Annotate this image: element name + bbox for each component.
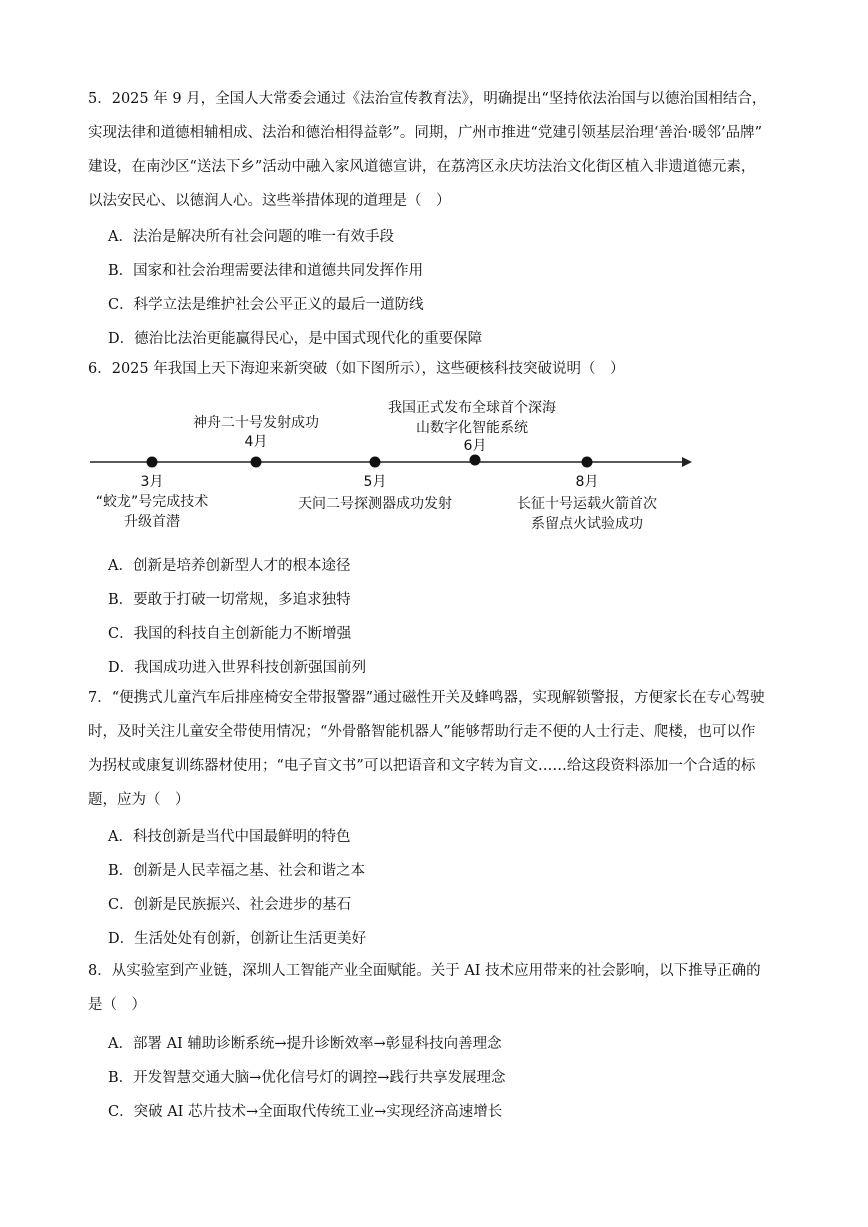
- question-8-line: 是（ ）: [88, 997, 146, 1013]
- timeline-month-may: 5月: [363, 474, 387, 490]
- question-8-option-a[interactable]: A．部署 AI 辅助诊断系统→提升诊断效率→彰显科技向善理念: [108, 1036, 502, 1052]
- question-7-option-a[interactable]: A．科技创新是当代中国最鲜明的特色: [108, 829, 351, 845]
- timeline-label-jun: 我国正式发布全球首个深海 山数字化智能系统: [388, 400, 556, 436]
- question-5-option-c[interactable]: C．科学立法是维护社会公平正义的最后一道防线: [108, 297, 424, 313]
- timeline-label-mar: “蛟龙”号完成技术 升级首潜: [95, 494, 209, 530]
- timeline-figure: [80, 390, 700, 540]
- question-5-option-b[interactable]: B．国家和社会治理需要法律和道德共同发挥作用: [108, 263, 424, 279]
- question-5-stem: [88, 82, 788, 218]
- timeline-dot-aug: [582, 457, 593, 468]
- question-5-option-a[interactable]: A．法治是解决所有社会问题的唯一有效手段: [108, 229, 394, 245]
- question-6-line: 6．2025 年我国上天下海迎来新突破（如下图所示），这些硬核科技突破说明（ ）: [88, 361, 625, 377]
- timeline-label-may: 天问二号探测器成功发射: [298, 496, 452, 512]
- question-6-option-c[interactable]: C．我国的科技自主创新能力不断增强: [108, 626, 352, 642]
- question-7-option-d[interactable]: D．生活处处有创新，创新让生活更美好: [108, 931, 367, 947]
- question-7-option-b[interactable]: B．创新是人民幸福之基、社会和谐之本: [108, 863, 366, 879]
- timeline-dot-mar: [147, 457, 158, 468]
- timeline-month-mar: 3月: [140, 474, 164, 490]
- question-7-line: 7．“便携式儿童汽车后排座椅安全带报警器”通过磁性开关及蜂鸣器，实现解锁警报，方便家长在专心驾驶: [88, 690, 765, 706]
- timeline-month-apr: 4月: [244, 434, 268, 450]
- question-7-line: 题，应为（ ）: [88, 792, 190, 808]
- timeline-label-apr: 神舟二十号发射成功: [193, 415, 319, 431]
- timeline-dot-may: [370, 457, 381, 468]
- timeline-arrow-icon: [682, 457, 692, 467]
- question-7-option-c[interactable]: C．创新是民族振兴、社会进步的基石: [108, 897, 352, 913]
- timeline-dot-apr: [251, 457, 262, 468]
- question-6-option-d[interactable]: D．我国成功进入世界科技创新强国前列: [108, 660, 367, 676]
- timeline-month-aug: 8月: [575, 474, 599, 490]
- question-5-line: 建设，在南沙区“送法下乡”活动中融入家风道德宣讲，在荔湾区永庆坊法治文化街区植入非遗道德元素，: [88, 159, 756, 175]
- question-6-option-a[interactable]: A．创新是培养创新型人才的根本途径: [108, 558, 351, 574]
- timeline-label-aug: 长征十号运载火箭首次 系留点火试验成功: [517, 496, 657, 532]
- question-5-option-d[interactable]: D．德治比法治更能赢得民心，是中国式现代化的重要保障: [108, 331, 483, 347]
- question-8-stem: [88, 954, 788, 1022]
- question-7-stem: [88, 681, 788, 817]
- question-7-line: 时，及时关注儿童安全带使用情况；“外骨骼智能机器人”能够帮助行走不便的人士行走、爬楼，也可以作: [88, 724, 756, 740]
- timeline-dot-jun: [470, 455, 481, 466]
- question-6-stem: [88, 352, 788, 386]
- question-7-line: 为拐杖或康复训练器材使用；“电子盲文书”可以把语音和文字转为盲文……给这段资料添加一个合适的标: [88, 758, 756, 774]
- question-5-line: 实现法律和道德相辅相成、法治和德治相得益彰”。同期，广州市推进“党建引领基层治理‘善治·暖邻’品牌”: [88, 125, 763, 141]
- timeline-month-jun: 6月: [463, 438, 487, 454]
- question-6-option-b[interactable]: B．要敢于打破一切常规，多追求独特: [108, 592, 351, 608]
- question-5-line: 以法安民心、以德润人心。这些举措体现的道理是（ ）: [88, 193, 451, 209]
- question-5-line: 5．2025 年 9 月，全国人大常委会通过《法治宣传教育法》，明确提出“坚持依法治国与以德治国相结合，: [88, 91, 767, 107]
- question-8-line: 8．从实验室到产业链，深圳人工智能产业全面赋能。关于 AI 技术应用带来的社会影响，以下推导正确的: [88, 963, 761, 979]
- question-8-option-c[interactable]: C．突破 AI 芯片技术→全面取代传统工业→实现经济高速增长: [108, 1104, 503, 1120]
- question-8-option-b[interactable]: B．开发智慧交通大脑→优化信号灯的调控→践行共享发展理念: [108, 1070, 506, 1086]
